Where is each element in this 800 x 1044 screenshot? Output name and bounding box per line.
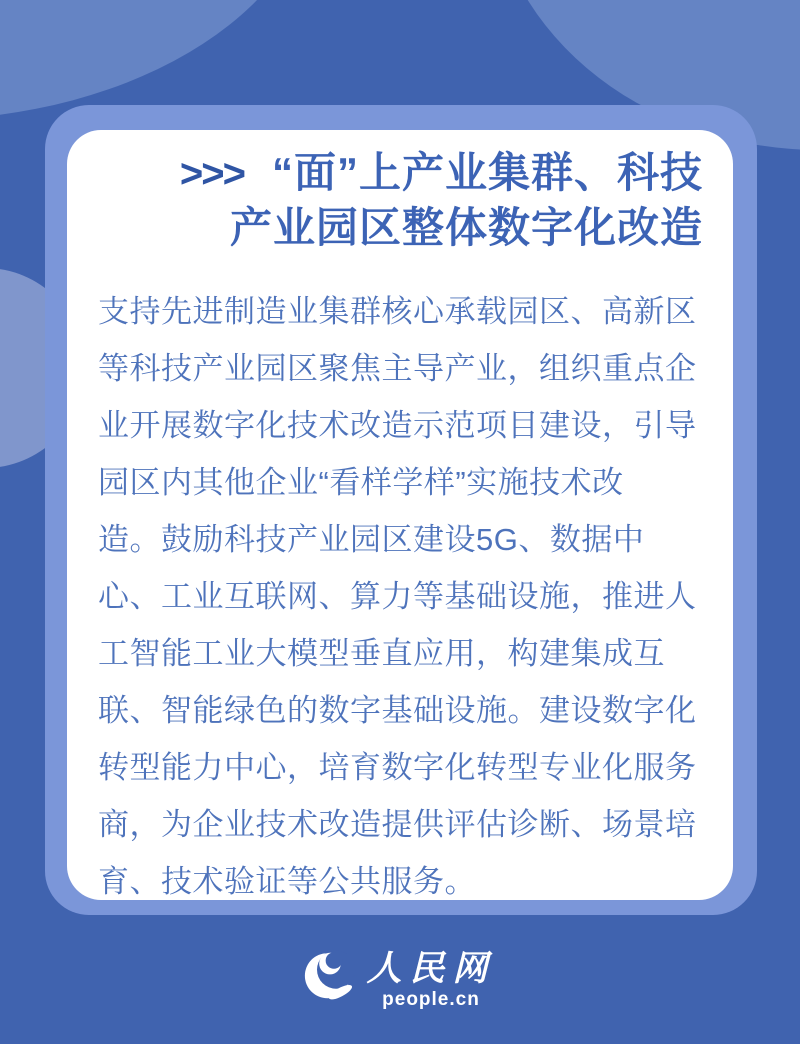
- body-text-line: 商，为企业技术改造提供评估诊断、场景培: [98, 807, 697, 842]
- body-text: [98, 283, 703, 900]
- logo-domain: people.cn: [382, 989, 480, 1010]
- body-text-line: 转型能力中心，培育数字化转型专业化服务: [98, 750, 697, 785]
- title-line-1-text: “面”上产业集群、科技: [271, 149, 703, 196]
- title-line-1: [98, 146, 703, 201]
- footer-logo: [0, 933, 800, 1010]
- body-text-line: 等科技产业园区聚焦主导产业，组织重点企: [98, 351, 697, 386]
- body-text-line: 造。鼓励科技产业园区建设5G、数据中: [98, 522, 645, 557]
- logo-text-block: [366, 933, 495, 1010]
- title-line-2: 产业园区整体数字化改造: [229, 204, 703, 251]
- chevrons-icon: >>>: [179, 152, 244, 196]
- body-text-line: 工智能工业大模型垂直应用，构建集成互: [98, 636, 665, 671]
- card-backdrop: [45, 105, 757, 915]
- body-text-line: 心、工业互联网、算力等基础设施，推进人: [98, 579, 697, 614]
- content-card: [67, 130, 733, 900]
- body-text-line: 联、智能绿色的数字基础设施。建设数字化: [98, 693, 697, 728]
- logo-wordmark: 人民网: [366, 949, 496, 988]
- card-title: [98, 146, 703, 255]
- people-cn-logo-icon: [304, 945, 356, 1003]
- body-text-line: 育、技术验证等公共服务。: [98, 864, 476, 899]
- body-text-line: 支持先进制造业集群核心承载园区、高新区: [98, 294, 697, 329]
- body-text-line: 业开展数字化技术改造示范项目建设，引导: [98, 408, 697, 443]
- background-blob-top-left: [0, 0, 320, 120]
- body-text-line: 园区内其他企业“看样学样”实施技术改: [98, 465, 624, 500]
